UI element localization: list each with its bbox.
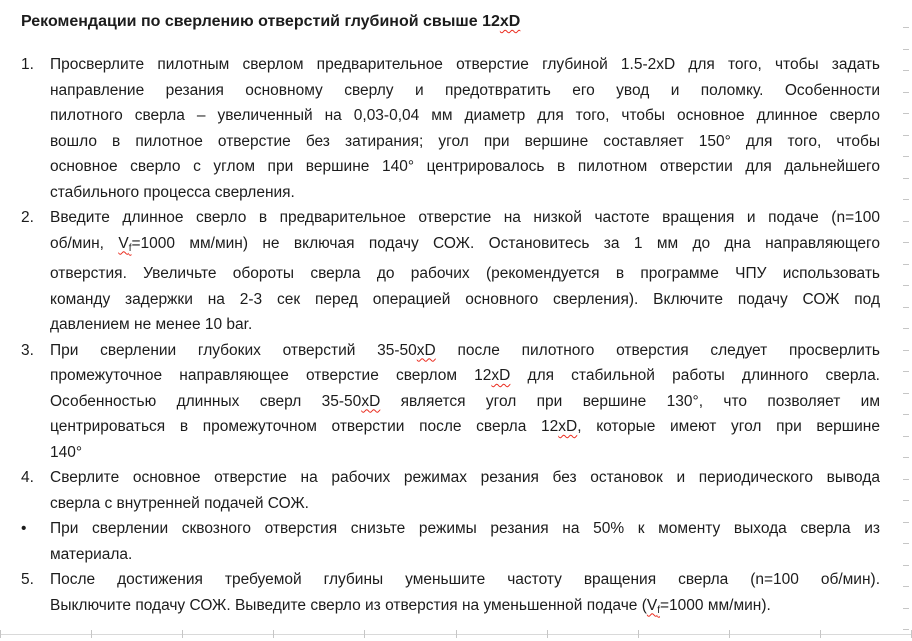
grid-row-tick (903, 307, 909, 308)
paragraph-line (50, 78, 880, 104)
grid-row-tick (903, 608, 909, 609)
paragraph-line (50, 287, 880, 313)
misspelled-text-run: xD (361, 392, 381, 410)
text-run: 140° (50, 443, 83, 461)
paragraph-line (50, 52, 880, 78)
text-run: Особенностью длинных сверл 35-50 (50, 392, 362, 410)
paragraph-line (50, 491, 880, 517)
paragraph-line (50, 312, 880, 338)
list-item (21, 205, 880, 338)
grid-row-tick (903, 457, 909, 458)
grid-row-tick (903, 543, 909, 544)
text-run: Выключите подачу СОЖ. Выведите сверло из отверстия на уменьшенной подаче ( (50, 596, 647, 614)
text-run: промежуточное направляющее отверстие сверлом 12 (50, 367, 492, 384)
text-run: давлением не менее 10 bar. (50, 316, 253, 333)
text-run: Сверлите основное отверстие на рабочих режимах резания без остановок и периодического вывода (50, 469, 880, 486)
misspelled-text-run: V (646, 596, 658, 614)
text-run: является угол при вершине 130°, что позволяет им (380, 392, 880, 410)
grid-row-tick (903, 371, 909, 372)
grid-column-tick (729, 630, 730, 638)
text-run: направление резания основному сверлу и предотвратить его увод и поломку. Особенности (50, 81, 880, 99)
text-run: команду задержки на 2-3 сек перед операцией основного сверления). Включите подачу СОЖ под (50, 290, 880, 308)
grid-column-tick (0, 630, 1, 638)
text-run: Рекомендации по сверлению отверстий глубиной свыше 12 (21, 13, 500, 30)
list-item (21, 567, 880, 623)
misspelled-text-run: xD (499, 13, 521, 30)
paragraph (50, 52, 880, 205)
grid-row-tick (903, 629, 909, 630)
paragraph-line (50, 516, 880, 542)
list-marker: • (21, 520, 27, 537)
paragraph-line (50, 129, 880, 155)
text-run: центрироваться в промежуточном отверстии после сверла 12 (50, 418, 559, 435)
grid-row-tick (903, 350, 909, 351)
paragraph-line (50, 542, 880, 568)
text-run: отверстия. Увеличьте обороты сверла до рабочих (рекомендуется в программе ЧПУ использовать (50, 265, 880, 282)
paragraph (50, 567, 880, 623)
list-marker: 5. (21, 571, 34, 588)
paragraph (50, 205, 880, 338)
misspelled-text-run: xD (558, 418, 578, 435)
grid-row-tick (903, 586, 909, 587)
paragraph-line (50, 593, 880, 624)
paragraph-line (50, 465, 880, 491)
text-run: стабильного процесса сверления. (50, 183, 295, 201)
list-item (21, 516, 880, 567)
text-run: основное сверло с углом при вершине 140° центрировалось в пилотном отверстии для дальнейшего (50, 158, 880, 175)
grid-row-tick (903, 113, 909, 114)
grid-row-tick (903, 92, 909, 93)
text-run: После достижения требуемой глубины уменьшите частоту вращения сверла (n=100 об/мин). (50, 571, 880, 588)
text-run: Просверлите пилотным сверлом предварительное отверстие глубиной 1.5-2xD для того, чтобы задать (50, 56, 880, 73)
paragraph-line (50, 440, 880, 466)
list-marker: 2. (21, 209, 34, 226)
grid-column-tick (182, 630, 183, 638)
grid-row-tick (903, 414, 909, 415)
text-run: для стабильной работы длинного сверла. (510, 367, 880, 384)
grid-row-tick (903, 500, 909, 501)
misspelled-text-run: f (128, 242, 132, 254)
paragraph-line (50, 338, 880, 364)
grid-row-tick (903, 565, 909, 566)
grid-row-tick (903, 199, 909, 200)
paragraph-line (50, 261, 880, 287)
grid-column-tick (273, 630, 274, 638)
list-item (21, 465, 880, 516)
grid-column-tick (638, 630, 639, 638)
grid-row-tick (903, 156, 909, 157)
grid-column-tick (91, 630, 92, 638)
grid-row-tick (903, 264, 909, 265)
list-marker: 1. (21, 56, 34, 73)
list-item (21, 338, 880, 466)
grid-row-tick (903, 70, 909, 71)
text-run: после пилотного отверстия следует просверлить (435, 341, 881, 359)
paragraph-line (50, 567, 880, 593)
numbered-list (21, 52, 880, 623)
paragraph (50, 338, 880, 466)
misspelled-text-run: xD (416, 341, 436, 359)
grid-row-tick (903, 178, 909, 179)
grid-column-tick (456, 630, 457, 638)
text-run: вошло в пилотное отверстие без затирания; угол при вершине составляет 150° для того, чтобы (50, 132, 880, 150)
grid-column-tick (364, 630, 365, 638)
text-run: При сверлении глубоких отверстий 35-50 (50, 341, 417, 359)
grid-row-tick (903, 328, 909, 329)
paragraph-line (50, 154, 880, 180)
paragraph (50, 516, 880, 567)
misspelled-text-run: V (118, 234, 129, 252)
list-marker: 3. (21, 341, 34, 359)
text-run: материала. (50, 545, 133, 563)
grid-column-tick (547, 630, 548, 638)
misspelled-text-run: f (657, 604, 660, 616)
grid-row-tick (903, 49, 909, 50)
paragraph-line (50, 363, 880, 389)
paragraph-line (50, 389, 880, 415)
grid-row-tick (903, 393, 909, 394)
text-run: =1000 мм/мин) не включая подачу СОЖ. Остановитесь за 1 мм до дна направляющего (131, 234, 880, 252)
document-title (21, 10, 880, 34)
paragraph-line (50, 180, 880, 206)
paragraph (50, 465, 880, 516)
text-run: При сверлении сквозного отверстия снизьте режимы резания на 50% к моменту выхода сверла из (50, 520, 880, 537)
text-run: , которые имеют угол при вершине (577, 418, 880, 435)
text-run: сверла с внутренней подачей СОЖ. (50, 494, 309, 512)
paragraph-line (50, 205, 880, 231)
grid-column-tick (820, 630, 821, 638)
grid-row-tick (903, 135, 909, 136)
list-item (21, 52, 880, 205)
text-run: пилотного сверла – увеличенный на 0,03-0,04 мм диаметр для того, чтобы основное длинное сверло (50, 107, 880, 124)
list-marker: 4. (21, 469, 34, 486)
grid-row-tick (903, 285, 909, 286)
paragraph-line (50, 231, 880, 262)
grid-row-tick (903, 479, 909, 480)
grid-row-tick (903, 436, 909, 437)
text-run: =1000 мм/мин). (660, 596, 771, 614)
grid-row-tick (903, 522, 909, 523)
grid-row-tick (903, 242, 909, 243)
paragraph-line (50, 103, 880, 129)
misspelled-text-run: xD (491, 367, 511, 384)
grid-row-tick (903, 27, 909, 28)
paragraph-line (50, 414, 880, 440)
text-run: об/мин, (50, 234, 119, 252)
text-run: Введите длинное сверло в предварительное отверстие на низкой частоте вращения и подаче (n=100 (50, 209, 880, 226)
document-page (21, 10, 880, 623)
grid-row-tick (903, 221, 909, 222)
